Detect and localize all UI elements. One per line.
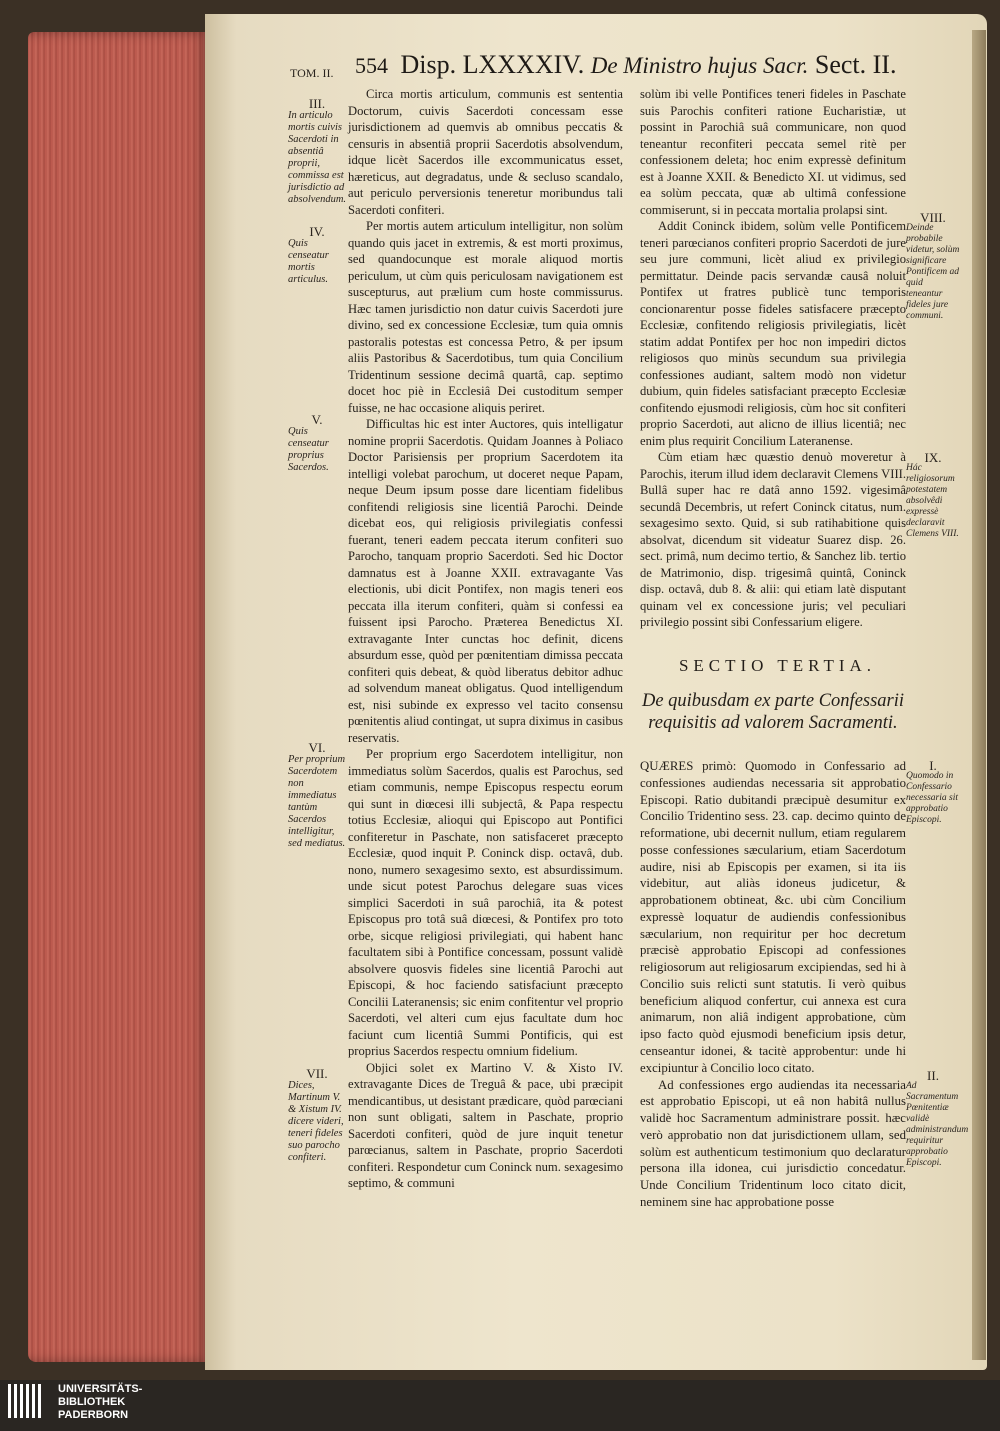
margin-note-right (906, 760, 960, 826)
text-column-right-lower (640, 758, 906, 1211)
section-heading: SECTIO TERTIA. (678, 656, 877, 675)
right-page-edge (972, 30, 986, 1360)
margin-note-number: II. (927, 1068, 939, 1083)
header-title: De Ministro hujus Sacr. (590, 53, 809, 78)
page-number: 554 (355, 53, 388, 78)
text-column-left (348, 86, 623, 1192)
margin-note-text: Dices, Martinum V. & Xistum IV. dicere videri, teneri fideles suo parocho confiteri. (288, 1080, 344, 1163)
paragraph: Difficultas hic est inter Auctores, quis intelligatur nomine proprii Sacerdotis. Quidam Joannes à Poliaco Doctor Parisiensis per proprium Sacerdotem ita intelligi volebat parochum, ut doceret neque Papam, neque Deum ipsum posse dare licentiam fidelibus confitendi religiosis sine licentiâ Parochi. Deinde dicebat eos, qui religiosis privilegiatis confessi fuerant, teneri eadem peccata iterum confiteri suo Parocho, tanquam proprio Sacerdoti. Sed hic Doctor damnatus est à Joanne XXII. extravagante Vas electionis, ubi dicit Pontifex, non magis teneri eos peccata illa iterum confiteri, quàm si confessi ea fuissent ipsi Parocho. Præterea Benedictus XI. extravagante Inter cunctas hoc definit, dicens absurdum esse, quòd per pœnitentiam dimissa peccata confiteri quis debeat, & quòd liberatus debitor adhuc ad solvendum maneat obligatus. Quod intelligendum est, nisi subinde ex expresso vel tacito consensu pœnitentis aliud contingat, ut supra diximus in casibus reservatis. (348, 417, 623, 745)
margin-note-number: VII. (306, 1066, 328, 1081)
section-label: Sect. II. (814, 50, 897, 79)
margin-note-text: Quis censeatur mortis articulus. (288, 238, 329, 285)
paragraph: solùm ibi velle Pontifices teneri fideles in Paschate suis Parochis confiteri ratione Eucharistiæ, ut possint in Parochiâ suâ communicare, non quod teneantur reconfiteri peccata semel ritè per confessionem deleta; hoc enim expressè definitum est à Joanne XXII. & Benedicto XI. ut vidimus, sed ea solùm peccata, quæ ab ultimâ confessione commiserunt, si in peccata mortalia prolapsi sint. (640, 87, 906, 217)
paragraph: Objici solet ex Martino V. & Xisto IV. extravagante Dices de Treguâ & pace, ubi præcipit mendicantibus, ut desistant prædicare, quòd parœciani non sunt obligati, saltem in Paschate, proprio Sacerdoti confiteri, quòd de jure inquit tenetur parœcianus, saltem in Paschate, proprio Sacerdoti confiteri. Respondetur cum Coninck num. sexagesimo septimo, & communi (348, 1060, 623, 1190)
paragraph: Cùm etiam hæc quæstio denuò moveretur à Parochis, iterum illud idem declaravit Clemens VIII. Bullâ super hac re datâ anno 1592. vigesimâ secundâ Decembris, ut refert Coninck citatus, num. sexagesimo sexto. Quid, si sub ratihabitione quis absolvat, dicendum sit videatur Suarez disp. 26. sect. primâ, num decimo tertio, & Sanchez lib. tertio de Matrimonio, disp. trigesimâ quintâ, Coninck disp. octavâ, dub 8. & alii: qui etiam latè disputant quinam vel ex concessione juris; vel peculiari privilegio possint sibi Confessarium eligere. (640, 450, 906, 629)
margin-note-text: In articulo mortis cuivis Sacerdoti in absentiâ proprii, commissa est jurisdictio ad absolvendum. (288, 110, 347, 205)
margin-note-text: Quomodo in Confessario necessaria sit approbatio Episcopi. (906, 771, 958, 825)
paragraph: QUÆRES primò: Quomodo in Confessario ad confessiones audiendas necessaria sit approbatio Episcopi. Ratio dubitandi præcipuè desumitur ex Concilio Tridentino sess. 23. cap. decimo quinto de reformatione, ubi decernit nullum, etiam regularem posse confessiones sæcularium, etiam Sacerdotum audire, nisi ab Episcopis per examen, si ita iis videbitur, aut aliàs idoneus judicetur, & approbationem obtineat, &c. ubi cùm Concilium expressè loquatur de audiendis confessionibus sæcularium, non requiritur per hoc decretum præcisè approbatio Episcopi ad confessiones religiosorum aut religiosarum excipiendas, sed hi à Concilio suis relicti sunt statutis. Ii verò quibus beneficium aliquod confertur, cui annexa est cura animarum, non aliâ indigent approbatione, cùm ipso facto quòd ejusmodi beneficium ipsis detur, censeantur idonei, & tacitè approbentur: unde hi excipiuntur à Concilio loco citato. (640, 759, 906, 1075)
margin-note-text: Ad Sacramentum Pœnitentiæ validè administrandum requiritur approbatio Episcopi. (906, 1081, 969, 1168)
margin-note-text: Per proprium Sacerdotem non immediatus tantùm Sacerdos intelligitur, sed mediatus. (288, 754, 346, 849)
margin-note-number: V. (311, 412, 323, 427)
margin-note-right (906, 212, 960, 322)
running-header (355, 50, 896, 80)
margin-note-left (288, 226, 346, 286)
paragraph: Ad confessiones ergo audiendas ita necessaria est approbatio Episcopi, ut eâ non habitâ nullus validè hoc Sacramentum administrare possit. hæc verò approbatio non dat jurisdictionem ullam, sed solùm est authenticum testimonium quo declaratur persona illa idonea, cui jurisdictio concedatur. Unde Concilium Tridentinum loco citato dicit, neminem sine hac approbatione posse (640, 1077, 906, 1209)
library-name-line: PADERBORN (58, 1409, 129, 1421)
text-column-right (640, 86, 906, 631)
library-name (58, 1383, 142, 1422)
margin-note-left (288, 742, 346, 850)
paragraph: Addit Coninck ibidem, solùm velle Pontificem teneri parœcianos confiteri proprio Sacerdoti de jure seu jure communi, licèt aliud ex privilegio permittatur. Deinde pacis servandæ causâ noluit Pontifex ut fratres publicè tunc temporis concionarentur posse fideles satisfacere præcepto Ecclesiæ, confitendo religiosis privilegiatis, licèt statim addat Pontifex per hoc non impediri dictos religiosos quo minùs secundum sua privilegia confessiones audiant, saltem modò non videtur dubium, quin fideles satisfaciant præcepto Ecclesiæ confitendo ejusmodi religiosis, cùm hoc sit confiteri proprio Sacerdoti, aut alicno de illius licentiâ; nec enim plus requirit Concilium Lateranense. (640, 219, 906, 448)
margin-note-number: VI. (308, 740, 326, 755)
margin-note-text: Quis censeatur proprius Sacerdos. (288, 426, 329, 473)
library-name-line: BIBLIOTHEK (58, 1396, 126, 1408)
margin-note-number: I. (929, 758, 937, 773)
margin-note-number: IV. (309, 224, 325, 239)
footer-bar (0, 1380, 1000, 1431)
page-edges (28, 32, 210, 1362)
margin-note-number: IX. (924, 450, 942, 465)
disputation-label: Disp. LXXXXIV. (400, 50, 585, 79)
margin-note-text: Deinde probabile videtur, solùm significare Pontificem ad quid teneantur fideles jure communi. (906, 223, 960, 321)
margin-note-left (288, 414, 346, 474)
margin-note-right (906, 1068, 969, 1169)
section-subtitle: De quibusdam ex parte Confessarii requisitis ad valorem Sacramenti. (641, 691, 905, 733)
library-logo-icon (8, 1384, 50, 1424)
margin-note-right (906, 452, 960, 540)
tome-label: TOM. II. (290, 66, 334, 80)
library-name-line: UNIVERSITÄTS- (58, 1383, 143, 1395)
margin-note-number: VIII. (920, 210, 946, 225)
paragraph: Per mortis autem articulum intelligitur, non solùm quando quis jacet in extremis, & est morti proximus, sed quandocunque est morale aliquod mortis periculum, ut cùm quis periculosam navigationem est suscepturus, aut prælium cum hoste commissurus. Hæc tamen jurisdictio non datur cuivis Sacerdoti jure divino, sed ex concessione Ecclesiæ, tum quia omnis pastoralis potestas est concessa Petro, & per ipsum aliis Pastoribus & Sacerdotibus, tum quia Concilium Tridentinum sessione decimâ quartâ, cap. septimo docet hoc piè in Ecclesiâ Dei custoditum semper fuisse, ne hac occasione aliquis periret. (348, 219, 623, 415)
margin-note-left (288, 1068, 346, 1164)
margin-note-number: III. (308, 96, 326, 111)
paragraph: Circa mortis articulum, communis est sententia Doctorum, cuivis Sacerdoti concessam esse jurisdictionem ad quemvis ab omnibus peccatis & censuris in absentiâ proprii Sacerdotis absolvendum, idque licèt Sacerdos ille excommunicatus esset, hæreticus, aut degradatus, unde & secluso scandalo, aut periculo perversionis teneretur moribundus tali Sacerdoti confiteri. (348, 87, 623, 217)
margin-note-text: Hác religiosorum potestatem absolvêdi expressè declaravit Clemens VIII. (906, 463, 959, 539)
paragraph: Per proprium ergo Sacerdotem intelligitur, non immediatus solùm Sacerdos, qualis est Parochus, sed etiam communis, nempe Episcopus respectu eorum qui sunt in diœcesi illi subjectâ, & Papa respectu totius Ecclesiæ, alioqui qui Episcopo aut Pontifici confiteretur in Paschate, non satisfaceret præcepto Ecclesiæ, quod inquit P. Coninck disp. octavâ, dub. nono, numero sexagesimo sexto, est absurdissimum. unde sicut potest Parochus delegare suas vices simplici Sacerdoti in suâ parochiâ, ita & potest Episcopus pro totâ suâ diœcesi, & Pontifex pro toto orbe, sicque religiosi privilegiati, qui habent hanc facultatem sibi à Pontifice concessam, possunt validè absolvere quosvis fideles sine licentiâ Parochi aut Episcopi, & hoc faciendo satisfaciunt præcepto Concilii Lateranensis; sic enim confitentur vel proprio Sacerdoti, vel alteri cum ejus facultate dum hoc faciunt cum licentiâ Summi Pontificis, qui est proprius Sacerdos respectu omnium fidelium. (348, 747, 623, 1058)
margin-note-left (288, 98, 346, 206)
